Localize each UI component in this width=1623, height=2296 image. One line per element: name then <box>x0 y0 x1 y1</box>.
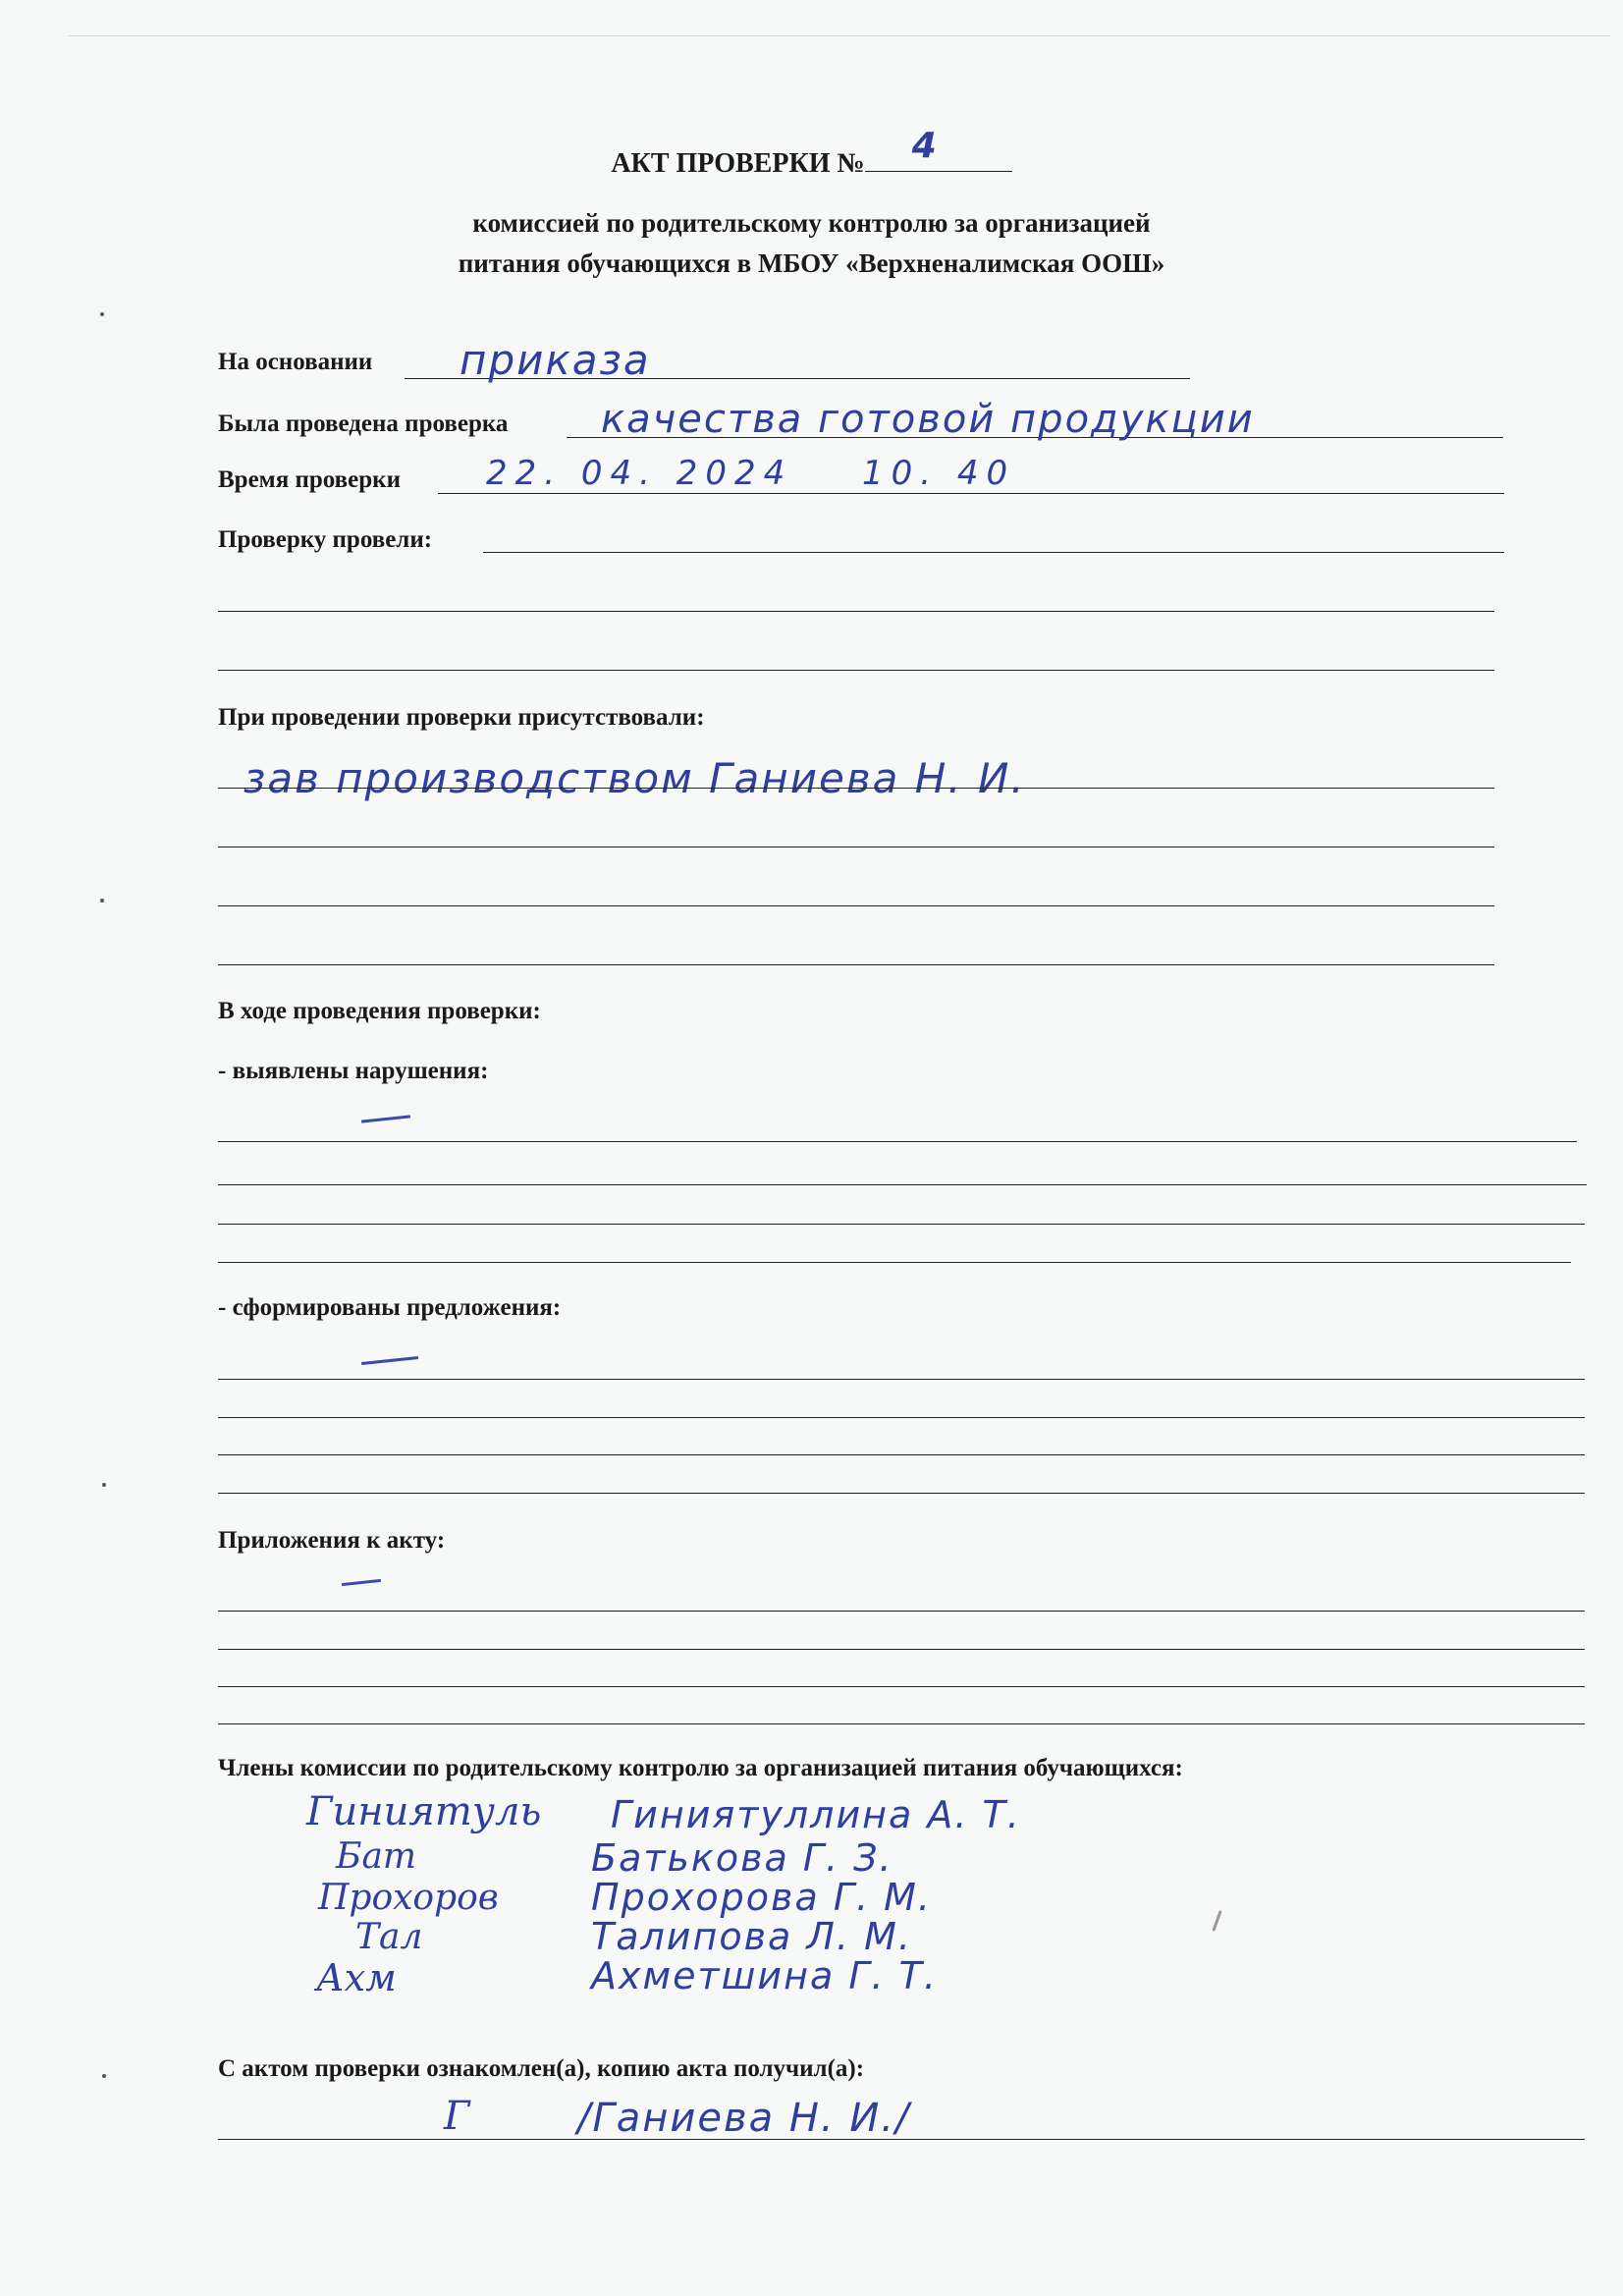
present-value: зав производством Ганиева Н. И. <box>243 754 1026 802</box>
basis-label: На основании <box>218 349 373 375</box>
acknowledgement-name: /Ганиева Н. И./ <box>577 2096 911 2141</box>
attachments-dash <box>342 1579 381 1586</box>
time-hour-value: 10. 40 <box>862 454 1016 493</box>
acknowledgement-line <box>218 2139 1585 2140</box>
attachments-line-3 <box>218 1686 1585 1687</box>
proposals-line-1 <box>218 1379 1585 1380</box>
attachments-label: Приложения к акту: <box>218 1527 446 1554</box>
act-title <box>0 126 1623 180</box>
member-name: Ахметшина Г. Т. <box>591 1954 938 1997</box>
act-subtitle-line1: комиссией по родительскому контролю за организацией <box>472 208 1151 238</box>
conducted-line-3 <box>218 670 1494 671</box>
scan-mark <box>1212 1910 1221 1932</box>
time-line <box>438 493 1504 494</box>
proposals-label: - сформированы предложения: <box>218 1294 562 1321</box>
proposals-line-3 <box>218 1454 1585 1455</box>
act-subtitle-line2: питания обучающихся в МБОУ «Верхненалимская ООШ» <box>458 248 1165 278</box>
time-label: Время проверки <box>218 466 401 493</box>
present-line-1 <box>218 788 1494 789</box>
member-signature: Прохоров <box>318 1878 499 1918</box>
conducted-label: Проверку провели: <box>218 526 433 553</box>
time-date-value: 22. 04. 2024 <box>486 454 793 493</box>
scan-speck <box>102 1483 106 1487</box>
member-name: Батькова Г. З. <box>591 1836 893 1880</box>
attachments-line-4 <box>218 1723 1585 1724</box>
scan-speck <box>100 899 104 902</box>
present-label: При проведении проверки присутствовали: <box>218 704 705 731</box>
violations-line-3 <box>218 1224 1585 1225</box>
proposals-line-2 <box>218 1417 1585 1418</box>
act-number-value: 4 <box>911 126 939 166</box>
act-number-field <box>865 126 1012 172</box>
member-signature: Тал <box>355 1917 423 1957</box>
attachments-line-1 <box>218 1611 1585 1612</box>
conducted-line-2 <box>218 611 1494 612</box>
member-signature: Бат <box>336 1836 417 1877</box>
violations-dash <box>361 1115 410 1122</box>
violations-label: - выявлены нарушения: <box>218 1058 489 1084</box>
acknowledgement-label: С актом проверки ознакомлен(а), копию акта получил(а): <box>218 2055 865 2082</box>
member-name: Прохорова Г. М. <box>591 1876 933 1919</box>
scan-speck <box>100 312 104 316</box>
proposals-dash <box>361 1356 418 1365</box>
basis-value: приказа <box>460 336 651 384</box>
conducted-line-1 <box>483 552 1504 553</box>
member-name: Талипова Л. М. <box>591 1915 912 1958</box>
scan-speck <box>102 2074 106 2078</box>
present-line-3 <box>218 905 1494 906</box>
act-title-text: АКТ ПРОВЕРКИ № <box>611 148 865 179</box>
progress-label: В ходе проведения проверки: <box>218 998 541 1024</box>
present-line-4 <box>218 964 1494 965</box>
violations-line-4 <box>218 1262 1571 1263</box>
check-label: Была проведена проверка <box>218 410 509 437</box>
member-signature: Ахм <box>316 1956 397 1999</box>
commission-label: Члены комиссии по родительскому контролю за организацией питания обучающихся: <box>218 1755 1183 1781</box>
violations-line-1 <box>218 1141 1577 1142</box>
check-value: качества готовой продукции <box>601 397 1255 442</box>
member-name: Гиниятуллина А. Т. <box>611 1793 1021 1836</box>
proposals-line-4 <box>218 1493 1585 1494</box>
acknowledgement-signature: Г <box>444 2094 470 2139</box>
attachments-line-2 <box>218 1649 1585 1650</box>
member-signature: Гиниятуль <box>306 1789 542 1834</box>
page-top-edge <box>69 35 1610 36</box>
violations-line-2 <box>218 1184 1587 1185</box>
